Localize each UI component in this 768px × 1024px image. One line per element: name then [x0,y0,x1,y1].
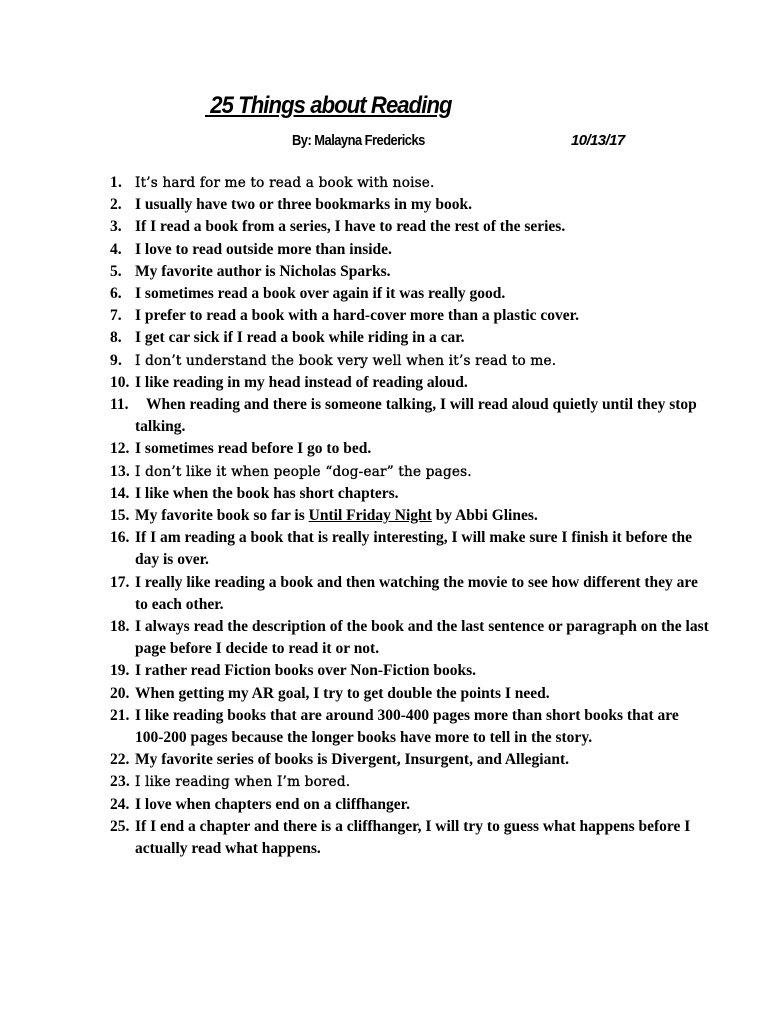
list-item [110,572,710,616]
item-number: 25. [110,817,130,835]
item-text: My favorite author is Nicholas Sparks. [135,262,391,280]
item-number: 15. [110,507,130,525]
item-text: When reading and there is someone talking, I will read aloud quietly until they stop talking. [135,396,697,436]
list-item [110,749,710,771]
item-number: 19. [110,662,130,680]
list-item [110,327,710,349]
item-text: I prefer to read a book with a hard-cover more than a plastic cover. [135,307,580,325]
item-number: 22. [110,751,130,769]
item-text: I really like reading a book and then watching the movie to see how different they are to each other. [135,573,698,613]
item-number: 2. [110,196,122,214]
list-item [110,394,710,438]
item-text-before: My favorite book so far is [135,507,309,525]
item-number: 12. [110,440,130,458]
item-text: It’s hard for me to read a book with noise. [135,175,435,191]
item-number: 13. [110,462,130,480]
item-number: 3. [110,218,122,236]
item-number: 24. [110,795,130,813]
item-text-after: by Abbi Glines. [431,507,538,525]
list-item [110,616,710,660]
item-text: I love when chapters end on a cliffhanger. [135,795,410,813]
list-item [110,261,710,283]
list-item [110,816,710,860]
list-item [110,172,710,194]
document-title: 25 Things about Reading [205,92,452,119]
item-number: 14. [110,484,130,502]
item-text: If I am reading a book that is really interesting, I will make sure I finish it before the day is over. [135,529,693,569]
list-item [110,372,710,394]
item-text: I sometimes read before I go to bed. [135,440,372,458]
item-number: 8. [110,329,122,347]
item-text: I like reading books that are around 300-400 pages more than short books that are 100-200 pages because the longer books have more to tell in the story. [135,706,679,747]
item-number: 17. [110,573,130,591]
list-item [110,794,710,816]
item-text [135,505,710,527]
item-text: I get car sick if I read a book while riding in a car. [135,329,465,347]
item-text: When getting my AR goal, I try to get double the points I need. [135,684,550,702]
item-number: 6. [110,285,122,303]
reading-facts-list [110,172,710,860]
item-text: I like reading in my head instead of reading aloud. [135,373,468,391]
list-item [110,527,710,571]
item-text: I like reading when I’m bored. [135,774,351,791]
item-number: 11. [110,396,129,414]
item-text: I don’t understand the book very well when it’s read to me. [135,352,557,369]
item-number: 23. [110,773,130,791]
item-text: I don’t like it when people “dog-ear” the pages. [135,463,472,480]
list-item [110,194,710,216]
list-item [110,660,710,682]
item-number: 7. [110,307,122,325]
item-number: 1. [110,174,123,191]
item-text: If I end a chapter and there is a cliffhanger, I will try to guess what happens before I actually read what happens. [135,817,691,858]
author-byline: By: Malayna Fredericks [292,132,425,149]
list-item [110,505,710,527]
list-item [110,438,710,460]
item-number: 21. [110,706,130,724]
item-number: 18. [110,618,130,636]
item-number: 20. [110,684,130,702]
list-item [110,483,710,505]
list-item [110,350,710,372]
item-text: I sometimes read a book over again if it was really good. [135,285,506,303]
book-title: Until Friday Night [308,507,432,525]
item-number: 10. [110,373,130,391]
item-number: 9. [110,351,123,369]
list-item [110,305,710,327]
item-text: My favorite series of books is Divergent, Insurgent, and Allegiant. [135,751,569,769]
document-date: 10/13/17 [571,132,625,149]
item-number: 5. [110,262,122,280]
list-item [110,283,710,305]
list-item [110,216,710,238]
list-item [110,461,710,483]
item-number: 16. [110,529,130,547]
item-text: I rather read Fiction books over Non-Fiction books. [135,662,477,680]
list-item [110,683,710,705]
list-item [110,705,710,749]
list-item [110,239,710,261]
item-text: I usually have two or three bookmarks in my book. [135,196,473,214]
item-number: 4. [110,240,122,258]
list-item [110,771,710,793]
item-text: If I read a book from a series, I have to read the rest of the series. [135,218,566,236]
item-text: I always read the description of the book and the last sentence or paragraph on the last page before I decide to read it or not. [135,618,709,658]
item-text: I like when the book has short chapters. [135,484,399,502]
item-text: I love to read outside more than inside. [135,240,392,258]
